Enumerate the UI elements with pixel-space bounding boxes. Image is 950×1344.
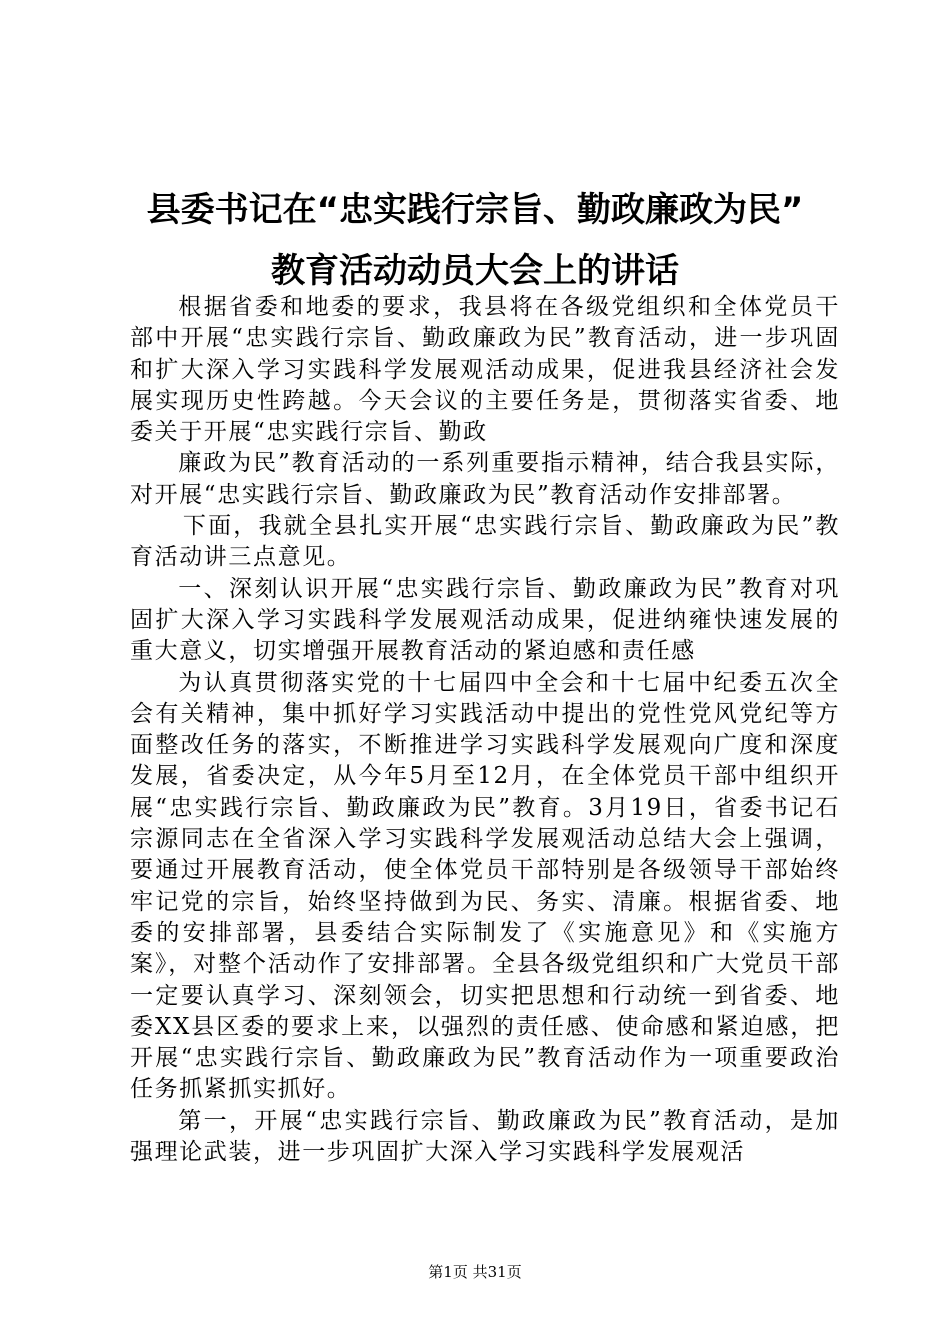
paragraph: 为认真贯彻落实党的十七届四中全会和十七届中纪委五次全会有关精神，集中抓好学习实践活动中提出的党性党风党纪等方面整改任务的落实，不断推进学习实践科学发展观向广度和深度发展，省委决定，从今年5月至12月，在全体党员干部中组织开展“忠实践行宗旨、勤政廉政为民”教育。3月19日，省委书记石宗源同志在全省深入学习实践科学发展观活动总结大会上强调，要通过开展教育活动，使全体党员干部特别是各级领导干部始终牢记党的宗旨，始终坚持做到为民、务实、清廉。根据省委、地委的安排部署，县委结合实际制发了《实施意见》和《实施方案》，对整个活动作了安排部署。全县各级党组织和广大党员干部一定要认真学习、深刻领会，切实把思想和行动统一到省委、地委XX县区委的要求上来，以强烈的责任感、使命感和紧迫感，把开展“忠实践行宗旨、勤政廉政为民”教育活动作为一项重要政治任务抓紧抓实抓好。 xyxy=(130,669,840,1103)
paragraph: 根据省委和地委的要求，我县将在各级党组织和全体党员干部中开展“忠实践行宗旨、勤政廉政为民”教育活动，进一步巩固和扩大深入学习实践科学发展观活动成果，促进我县经济社会发展实现历史性跨越。今天会议的主要任务是，贯彻落实省委、地委关于开展“忠实践行宗旨、勤政 xyxy=(130,294,840,446)
paragraph: 第一，开展“忠实践行宗旨、勤政廉政为民”教育活动，是加强理论武装，进一步巩固扩大深入学习实践科学发展观活 xyxy=(130,1107,840,1166)
document-body xyxy=(130,292,840,1168)
paragraph: 下面，我就全县扎实开展“忠实践行宗旨、勤政廉政为民”教育活动讲三点意见。 xyxy=(130,513,840,571)
document-title-line-2: 教育活动动员大会上的讲话 xyxy=(271,251,679,291)
paragraph: 廉政为民”教育活动的一系列重要指示精神，结合我县实际，对开展“忠实践行宗旨、勤政廉政为民”教育活动作安排部署。 xyxy=(130,450,840,508)
section-heading: 一、深刻认识开展“忠实践行宗旨、勤政廉政为民”教育对巩固扩大深入学习实践科学发展观活动成果，促进纳雍快速发展的重大意义，切实增强开展教育活动的紧迫感和责任感 xyxy=(130,575,840,665)
document-title-line-1: 县委书记在“忠实践行宗旨、勤政廉政为民” xyxy=(146,190,804,230)
page-footer: 第1页 共31页 xyxy=(428,1263,522,1281)
